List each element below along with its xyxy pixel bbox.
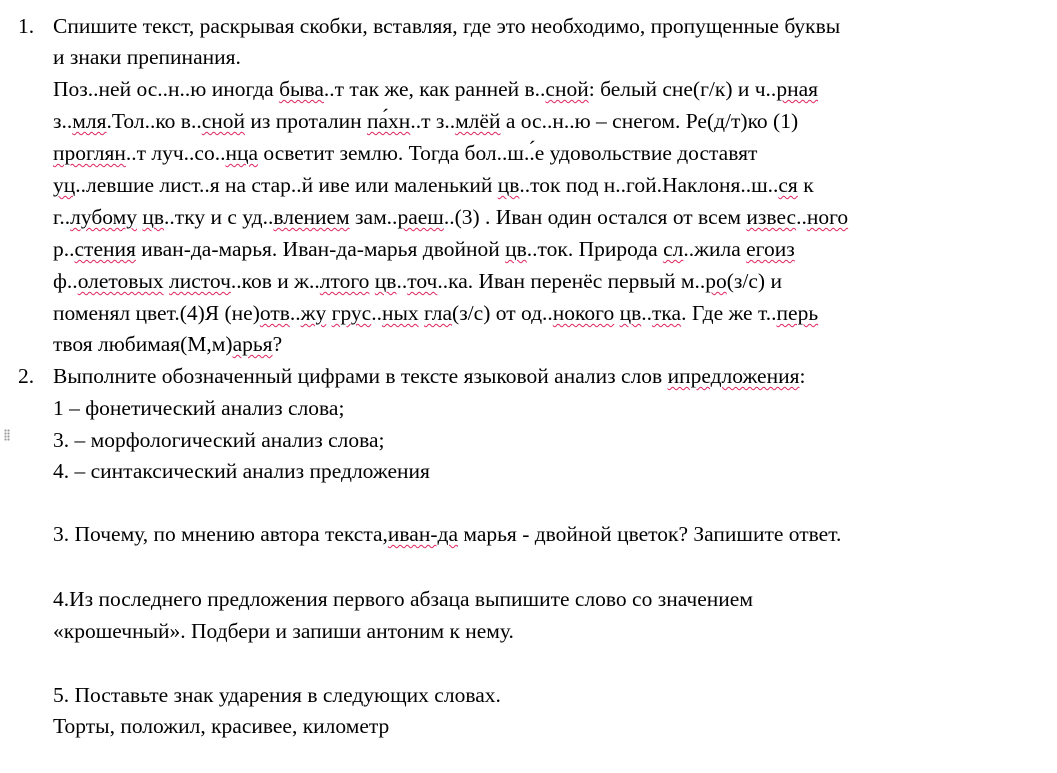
task1-text-line[interactable] — [53, 140, 757, 166]
spellcheck-flagged-word: ро — [705, 269, 727, 293]
text-run: ..тку и с уд.. — [164, 205, 274, 229]
text-run: иван-да-марья. Иван-да-марья двойной — [135, 237, 506, 261]
task2-line[interactable] — [53, 363, 805, 389]
spellcheck-flagged-word: ного — [806, 205, 849, 229]
text-run: . Где же т.. — [681, 301, 777, 325]
text-run: твоя любимая(М,м) — [53, 332, 233, 356]
spellcheck-flagged-word: мля — [72, 109, 107, 133]
spellcheck-flagged-word: лубому — [70, 205, 137, 229]
text-run: 1 – фонетический анализ слова; — [53, 396, 345, 420]
spellcheck-flagged-word: листоч — [169, 269, 231, 293]
text-run: : — [799, 364, 806, 388]
text-run: з.. — [53, 109, 73, 133]
task3-line[interactable] — [53, 521, 841, 547]
text-run: .. — [396, 269, 408, 293]
spellcheck-flagged-word: егоиз — [746, 237, 795, 261]
text-run: .. — [796, 205, 807, 229]
text-run: к — [797, 173, 814, 197]
text-run: ..левшие лист..я на стар..й иве или маленький — [75, 173, 498, 197]
task1-text-line[interactable] — [53, 236, 795, 262]
spellcheck-flagged-word: извес — [746, 205, 797, 229]
spellcheck-flagged-word: цв — [619, 301, 642, 325]
text-run: Выполните обозначенный цифрами в тексте языковой анализ слов — [53, 364, 668, 388]
spellcheck-flagged-word: цв — [374, 269, 397, 293]
task1-text-line[interactable] — [53, 300, 818, 326]
list-number-1: 1. — [18, 14, 35, 38]
text-run: .. — [641, 301, 652, 325]
text-run: .. — [371, 301, 382, 325]
text-run: а ос..н..ю – снегом. Ре(д/т)ко (1) — [500, 109, 799, 133]
text-run: ..т луч..со.. — [125, 141, 226, 165]
text-run: (з/с) от од.. — [452, 301, 553, 325]
text-run: ..ка. Иван перенёс первый м.. — [437, 269, 706, 293]
text-run: «крошечный». Подбери и запиши антоним к нему. — [53, 619, 514, 643]
spellcheck-flagged-word: сл — [663, 237, 684, 261]
spellcheck-flagged-word: уц — [53, 173, 76, 197]
spellcheck-flagged-word: цв — [505, 237, 527, 261]
task1-text-line[interactable] — [53, 331, 282, 357]
text-run: Поз..ней ос..н..ю иногда — [53, 77, 280, 101]
text-run: р.. — [53, 237, 75, 261]
text-run: 3. Почему, по мнению автора текста, — [53, 522, 388, 546]
spellcheck-flagged-word: ных — [381, 301, 419, 325]
text-run: 4. – синтаксический анализ предложения — [53, 459, 430, 483]
text-run: ..ток. Природа — [526, 237, 664, 261]
task1-text-line[interactable] — [53, 268, 782, 294]
task1-text-line[interactable] — [53, 76, 818, 102]
spellcheck-flagged-word: быва — [279, 77, 324, 101]
text-run: осветит землю. Тогда бол..ш..́е удовольствие доставят — [258, 141, 758, 165]
text-run: марья - двойной цветок? Запишите ответ. — [458, 522, 842, 546]
spellcheck-flagged-word: ся — [778, 173, 798, 197]
task2-line[interactable] — [53, 458, 430, 484]
spellcheck-flagged-word: отв — [259, 301, 290, 325]
spellcheck-flagged-word: гла — [424, 301, 453, 325]
text-run: ..(3) . Иван один остался от всем — [443, 205, 747, 229]
text-run: ..ток под н..гой.Наклоня..ш.. — [519, 173, 779, 197]
text-run: 5. Поставьте знак ударения в следующих словах. — [53, 683, 501, 707]
spellcheck-flagged-word: перь — [776, 301, 819, 325]
text-run: из проталин — [245, 109, 367, 133]
spellcheck-flagged-word: влением — [273, 205, 350, 229]
spellcheck-flagged-word: проглян — [53, 141, 126, 165]
spellcheck-flagged-word: рная — [776, 77, 819, 101]
spellcheck-flagged-word: грус — [331, 301, 372, 325]
text-run: ф.. — [53, 269, 78, 293]
spellcheck-flagged-word: сной — [201, 109, 246, 133]
task1-instruction-line-2[interactable]: и знаки препинания. — [53, 45, 241, 69]
text-run: (з/с) и — [726, 269, 782, 293]
spellcheck-flagged-word: цв — [142, 205, 165, 229]
spellcheck-flagged-word: нца — [225, 141, 259, 165]
text-run: поменял цвет.(4)Я (не) — [53, 301, 260, 325]
spellcheck-flagged-word: стения — [74, 237, 136, 261]
task2-line[interactable] — [53, 427, 385, 453]
spellcheck-flagged-word: тка — [652, 301, 682, 325]
text-run: ..т з.. — [410, 109, 456, 133]
task1-text-line[interactable] — [53, 204, 848, 230]
task5-line[interactable] — [53, 682, 501, 708]
spellcheck-flagged-word: па́хн — [367, 109, 411, 133]
spellcheck-flagged-word: жу — [300, 301, 327, 325]
task1-instruction-line-1[interactable]: Спишите текст, раскрывая скобки, вставляя, где это необходимо, пропущенные буквы — [53, 14, 841, 38]
spellcheck-flagged-word: арья — [232, 332, 273, 356]
task2-line[interactable] — [53, 395, 344, 421]
text-run: Торты, положил, красивее, километр — [53, 714, 390, 738]
task4-line[interactable] — [53, 586, 753, 612]
drag-handle-icon[interactable] — [4, 429, 10, 441]
text-run: : белый сне(г/к) и ч.. — [588, 77, 777, 101]
task5-line[interactable] — [53, 713, 389, 739]
text-run: г.. — [53, 205, 71, 229]
spellcheck-flagged-word: иван-да — [387, 522, 458, 546]
spellcheck-flagged-word: олетовых — [77, 269, 164, 293]
spellcheck-flagged-word: ипредложения — [667, 364, 800, 388]
spellcheck-flagged-word: цв — [497, 173, 520, 197]
spellcheck-flagged-word: млёй — [455, 109, 501, 133]
text-run: зам.. — [349, 205, 398, 229]
text-run: ? — [272, 332, 283, 356]
spellcheck-flagged-word: лтого — [319, 269, 370, 293]
text-run: .. — [289, 301, 301, 325]
task1-text-line[interactable] — [53, 172, 814, 198]
text-run: 4.Из последнего предложения первого абзаца выпишите слово со значением — [53, 587, 753, 611]
text-run: ..ков и ж.. — [230, 269, 320, 293]
spellcheck-flagged-word: сной — [545, 77, 589, 101]
task4-line[interactable] — [53, 618, 514, 644]
task1-text-line[interactable] — [53, 108, 798, 134]
text-run: ..т так же, как ранней в.. — [323, 77, 546, 101]
text-run: 3. – морфологический анализ слова; — [53, 428, 385, 452]
spellcheck-flagged-word: нокого — [552, 301, 615, 325]
text-run: .Тол..ко в.. — [106, 109, 202, 133]
spellcheck-flagged-word: точ — [407, 269, 438, 293]
text-run: ..жила — [683, 237, 747, 261]
list-number-2: 2. — [18, 364, 35, 388]
spellcheck-flagged-word: раеш — [397, 205, 444, 229]
